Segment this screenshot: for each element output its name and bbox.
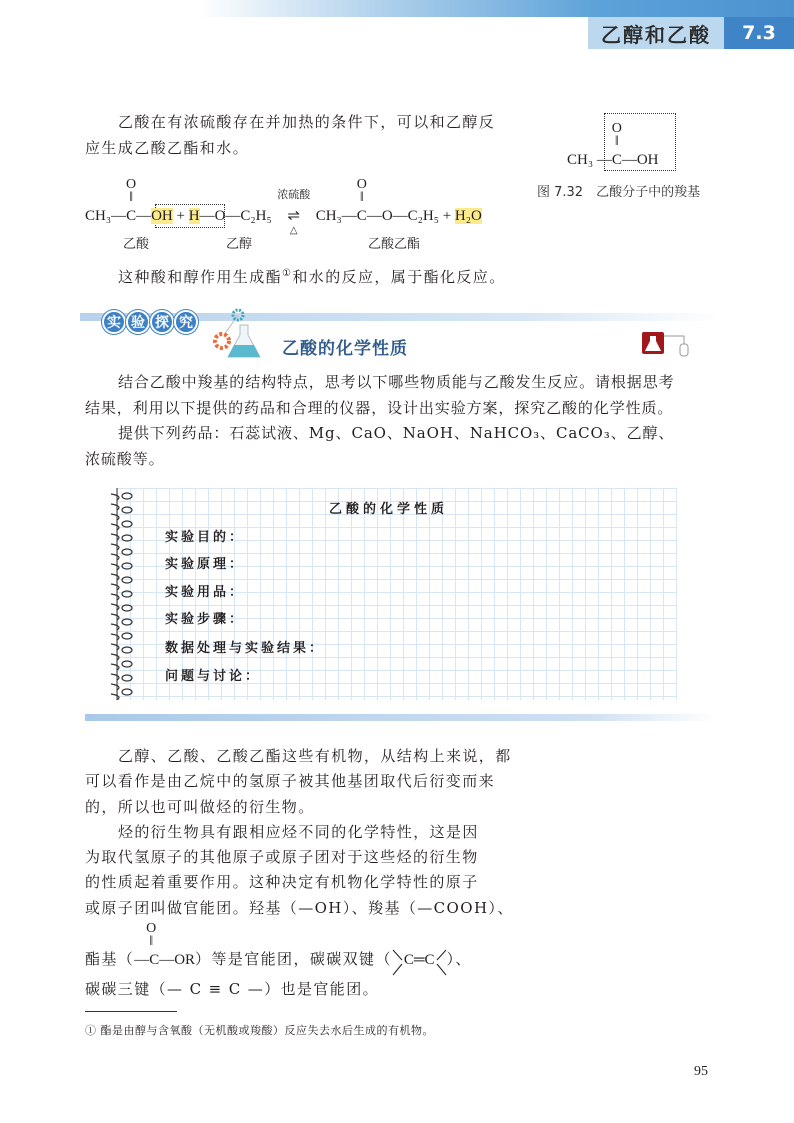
text-line: 结合乙酸中羧基的结构特点，思考以下哪些物质能与乙酸发生反应。请根据思考 [118, 373, 675, 391]
text-line: 浓硫酸等。 [85, 449, 165, 468]
section-divider-bar [85, 714, 715, 721]
text-line: 碳碳三键（— C ≡ C —）也是官能团。 [85, 980, 379, 999]
inquiry-badge-char: 实 [102, 310, 126, 334]
label-ethyl-acetate: 乙酸乙酯 [368, 237, 421, 252]
text-line: 乙酸在有浓硫酸存在并加热的条件下，可以和乙醇反 [118, 113, 496, 131]
label-acetic-acid: 乙酸 [123, 237, 150, 252]
reversible-arrow: 浓硫酸 ⇌ △ [272, 204, 316, 230]
experiment-notebook [117, 488, 677, 700]
section-number: 7.3 [724, 17, 794, 49]
figure-caption: 图 7.32 乙酸分子中的羧基 [537, 185, 701, 200]
text-line: 的，所以也可叫做烃的衍生物。 [85, 797, 315, 816]
inquiry-title: 乙酸的化学性质 [282, 339, 408, 359]
reaction-equation: CH₃— O ‖ C—OH + H—O—C₂H₅ 浓硫酸 ⇌ △ CH₃— O ‖ C—O—C₂H₅ + H₂O [85, 177, 482, 236]
header-gradient-bar [0, 0, 794, 17]
text-line: 为取代氢原子的其他原子或原子团对于这些烃的衍生物 [85, 848, 479, 867]
footnote: ① 酯是由醇与含氧酸（无机酸或羧酸）反应失去水后生成的有机物。 [85, 1024, 434, 1037]
oh-highlight: OH [151, 208, 173, 224]
inquiry-badge-char: 验 [126, 310, 150, 334]
label-ethanol: 乙醇 [226, 237, 253, 252]
carbon: C [356, 208, 367, 224]
notebook-spiral [107, 488, 135, 700]
carbon: C [126, 208, 137, 224]
footnote-mark[interactable]: ① [282, 268, 293, 279]
h-highlight: H [188, 208, 200, 224]
notebook-item: 实验目的： [165, 530, 246, 545]
chapter-title: 乙醇和乙酸 [588, 17, 724, 49]
double-bond-formula: C═C [392, 952, 447, 968]
text-line: 可以看作是由乙烷中的氢原子被其他基团取代后衍变而来 [85, 772, 496, 791]
oxygen: O [214, 208, 226, 224]
figure-carboxyl-formula: CH₃ — O ‖ C—OH [567, 121, 659, 168]
notebook-item: 实验用品： [165, 585, 246, 600]
plus: + [176, 208, 185, 224]
plus: + [442, 208, 452, 224]
text-line: 结果，利用以下提供的药品和合理的仪器，设计出实验方案，探究乙酸的化学性质。 [85, 398, 674, 417]
flask-gears-icon [210, 305, 270, 363]
ester-group-line: 酯基（ O ‖ —C—OR）等是官能团，碳碳双键（ C═C ）、 [85, 947, 514, 973]
notebook-title: 乙酸的化学性质 [329, 502, 449, 517]
esterification-sentence [85, 261, 506, 291]
experiment-video-icon[interactable] [641, 331, 701, 359]
c2h5: C₂H₅ [407, 208, 439, 224]
text-line: 烃的衍生物具有跟相应烃不同的化学特性，这是因 [118, 822, 479, 841]
c2h5: C₂H₅ [240, 208, 272, 224]
text: 和水的反应，属于酯化反应。 [292, 268, 506, 286]
ch3: CH₃ [85, 208, 112, 224]
text-line: 应生成乙酸乙酯和水。 [85, 138, 250, 157]
water-highlight: H₂O [454, 208, 482, 224]
bond-lines-left-icon [392, 948, 404, 978]
notebook-item: 实验步骤： [165, 612, 246, 627]
oxygen: O ‖ [611, 121, 622, 149]
catalyst: 浓硫酸 [277, 188, 311, 201]
oh: OH [636, 152, 659, 168]
inquiry-badge-char: 究 [174, 310, 198, 334]
intro-paragraph [85, 110, 495, 161]
text-line: 或原子团叫做官能团。羟基（—OH）、羧基（—COOH）、 [85, 898, 514, 917]
text-line: 提供下列药品：石蕊试液、Mg、CaO、NaOH、NaHCO₃、CaCO₃、乙醇、 [118, 424, 675, 442]
text-line: 的性质起着重要作用。这种决定有机物化学特性的原子 [85, 873, 479, 892]
ch3: CH₃ [567, 152, 594, 168]
footnote-rule [85, 1011, 177, 1012]
oxygen: O ‖ [146, 921, 157, 950]
text-line: 乙醇、乙酸、乙酸乙酯这些有机物，从结构上来说，都 [118, 747, 512, 765]
inquiry-paragraph [85, 370, 675, 472]
oxygen: O [381, 208, 393, 224]
oxygen: O ‖ [356, 177, 367, 205]
heat-symbol: △ [289, 225, 298, 236]
page-number: 95 [694, 1064, 708, 1079]
bond-lines-right-icon [435, 948, 447, 978]
notebook-item: 问题与讨论： [165, 669, 262, 684]
notebook-item: 实验原理： [165, 557, 246, 572]
inquiry-badge-char: 探 [150, 310, 174, 334]
carbon: C [611, 152, 622, 168]
text: 这种酸和醇作用生成酯 [118, 268, 283, 286]
derivatives-paragraph [85, 744, 514, 1003]
ch3: CH₃ [315, 208, 342, 224]
notebook-item: 数据处理与实验结果： [165, 641, 326, 656]
oxygen: O ‖ [126, 177, 137, 205]
